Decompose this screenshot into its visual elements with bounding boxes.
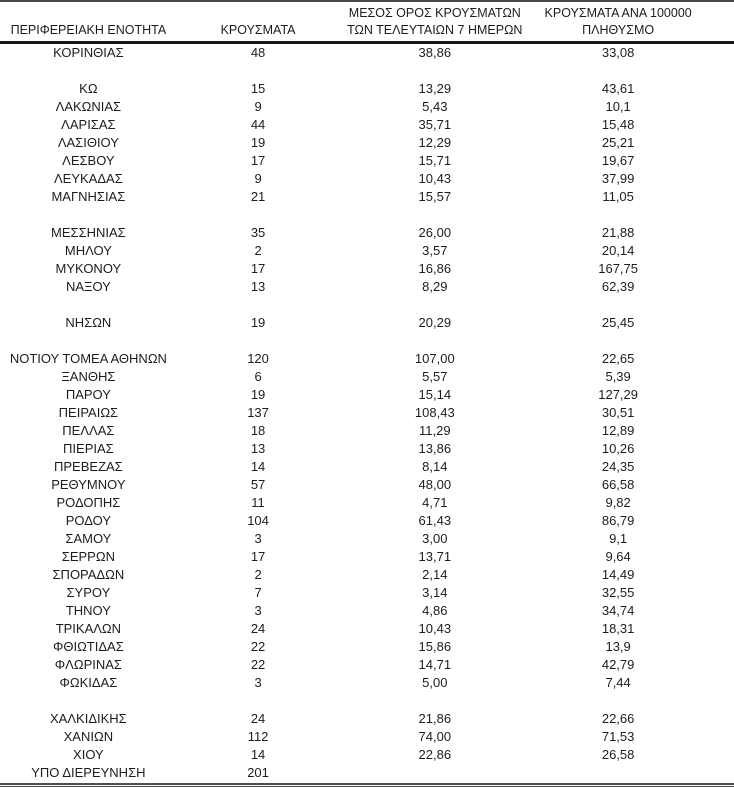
cell-region: ΣΕΡΡΩΝ	[61, 549, 115, 564]
cell-cases: 17	[250, 549, 266, 564]
cell-region: ΛΕΥΚΑΔΑΣ	[53, 171, 123, 186]
table-row	[0, 674, 734, 692]
cell-avg7: 15,57	[418, 189, 452, 204]
spacer-cell	[0, 332, 734, 350]
cell-cases: 201	[247, 765, 269, 780]
table-row	[0, 188, 734, 206]
cell-per100k: 33,08	[601, 45, 635, 60]
spacer-cell	[0, 206, 734, 224]
cell-cases: 11	[251, 495, 265, 510]
cell-per100k: 19,67	[601, 153, 635, 168]
cell-cases: 44	[250, 117, 266, 132]
cell-region: ΥΠΟ ΔΙΕΡΕΥΝΗΣΗ	[31, 765, 146, 780]
cell-cases: 3	[254, 603, 262, 618]
table-row	[0, 43, 734, 63]
cell-per100k: 127,29	[598, 387, 638, 402]
cell-per100k: 24,35	[601, 459, 635, 474]
cell-cases: 57	[250, 477, 266, 492]
cell-avg7: 5,43	[422, 99, 448, 114]
cell-avg7: 35,71	[418, 117, 452, 132]
table-row	[0, 530, 734, 548]
column-header-line: ΠΛΗΘΥΣΜΟ	[582, 23, 655, 37]
cell-region: ΠΑΡΟΥ	[65, 387, 111, 402]
cell-cases: 22	[250, 639, 266, 654]
cell-per100k: 20,14	[601, 243, 635, 258]
table-row	[0, 602, 734, 620]
cell-cases: 19	[250, 135, 266, 150]
cell-region: ΠΙΕΡΙΑΣ	[63, 441, 114, 456]
cell-per100k: 21,88	[601, 225, 635, 240]
cell-per100k: 9,82	[605, 495, 631, 510]
cell-cases: 120	[247, 351, 269, 366]
cell-avg7: 5,00	[422, 675, 448, 690]
cell-avg7: 10,43	[418, 171, 452, 186]
cell-avg7: 15,71	[418, 153, 452, 168]
cell-avg7: 12,29	[418, 135, 452, 150]
table-row	[0, 458, 734, 476]
cell-per100k: 86,79	[601, 513, 635, 528]
cell-avg7: 108,43	[414, 405, 455, 420]
table-row	[0, 656, 734, 674]
table-row	[0, 224, 734, 242]
cell-avg7: 8,14	[422, 459, 448, 474]
cell-per100k: 25,21	[601, 135, 635, 150]
cell-avg7: 2,14	[422, 567, 448, 582]
cell-cases: 14	[250, 459, 266, 474]
cell-avg7: 4,71	[422, 495, 448, 510]
cell-cases: 48	[250, 45, 266, 60]
table-row	[0, 620, 734, 638]
column-header-line: ΠΕΡΙΦΕΡΕΙΑΚΗ ΕΝΟΤΗΤΑ	[10, 23, 167, 37]
table-row	[0, 260, 734, 278]
column-header-cases	[177, 1, 340, 43]
table-row	[0, 152, 734, 170]
table-row	[0, 566, 734, 584]
spacer-row	[0, 332, 734, 350]
cell-cases: 24	[250, 711, 266, 726]
column-header-line: ΚΡΟΥΣΜΑΤΑ ΑΝΑ 100000	[544, 6, 692, 20]
table-row	[0, 422, 734, 440]
table-row	[0, 278, 734, 296]
cell-avg7: 5,57	[422, 369, 448, 384]
cell-region: ΝΑΞΟΥ	[65, 279, 111, 294]
cell-region: ΣΥΡΟΥ	[66, 585, 111, 600]
table-row	[0, 98, 734, 116]
cell-cases: 3	[254, 531, 262, 546]
cell-cases: 14	[250, 747, 266, 762]
cell-avg7: 48,00	[418, 477, 452, 492]
cell-avg7: 22,86	[418, 747, 452, 762]
cell-cases: 137	[247, 405, 269, 420]
table-row	[0, 584, 734, 602]
cell-per100k: 62,39	[601, 279, 635, 294]
cell-region: ΞΑΝΘΗΣ	[61, 369, 116, 384]
cell-region: ΛΑΡΙΣΑΣ	[61, 117, 116, 132]
cell-cases: 3	[254, 675, 262, 690]
cell-avg7: 3,57	[422, 243, 448, 258]
cell-cases: 15	[250, 81, 266, 96]
table-row	[0, 314, 734, 332]
cell-avg7: 11,29	[419, 423, 451, 438]
cell-region: ΧΑΛΚΙΔΙΚΗΣ	[50, 711, 127, 726]
cell-avg7: 20,29	[418, 315, 452, 330]
cell-cases: 13	[250, 279, 266, 294]
spacer-row	[0, 692, 734, 710]
cell-cases: 21	[250, 189, 266, 204]
column-header-avg7	[339, 1, 530, 43]
cell-per100k: 11,05	[602, 189, 634, 204]
spacer-row	[0, 62, 734, 80]
cell-avg7: 13,29	[418, 81, 452, 96]
cell-cases: 22	[250, 657, 266, 672]
cell-region: ΦΛΩΡΙΝΑΣ	[54, 657, 122, 672]
cell-region: ΣΑΜΟΥ	[65, 531, 112, 546]
cell-region: ΦΘΙΩΤΙΔΑΣ	[52, 639, 124, 654]
cell-per100k: 14,49	[601, 567, 635, 582]
cell-per100k: 25,45	[601, 315, 635, 330]
cell-cases: 112	[247, 729, 269, 744]
cell-avg7: 10,43	[418, 621, 452, 636]
table-row	[0, 494, 734, 512]
cell-region: ΝΟΤΙΟΥ ΤΟΜΕΑ ΑΘΗΝΩΝ	[9, 351, 167, 366]
spacer-cell	[0, 296, 734, 314]
cell-cases: 19	[250, 387, 266, 402]
cell-per100k: 66,58	[601, 477, 635, 492]
cell-cases: 19	[250, 315, 266, 330]
cell-per100k: 30,51	[601, 405, 635, 420]
cell-per100k: 10,1	[605, 99, 631, 114]
header-row	[0, 1, 734, 43]
cell-per100k: 18,31	[601, 621, 635, 636]
cell-region: ΜΥΚΟΝΟΥ	[55, 261, 122, 276]
table-row	[0, 512, 734, 530]
cell-avg7: 13,86	[418, 441, 452, 456]
cell-region: ΤΗΝΟΥ	[65, 603, 111, 618]
table-row	[0, 548, 734, 566]
cell-per100k: 26,58	[601, 747, 635, 762]
cell-per100k: 5,39	[605, 369, 631, 384]
cell-region: ΠΕΙΡΑΙΩΣ	[58, 405, 119, 420]
spacer-cell	[0, 692, 734, 710]
cell-region: ΛΕΣΒΟΥ	[62, 153, 115, 168]
cell-region: ΡΟΔΟΥ	[65, 513, 112, 528]
column-header-line: ΤΩΝ ΤΕΛΕΥΤΑΙΩΝ 7 ΗΜΕΡΩΝ	[347, 23, 523, 37]
cell-avg7: 38,86	[418, 45, 452, 60]
cell-region: ΡΕΘΥΜΝΟΥ	[51, 477, 126, 492]
table-row	[0, 386, 734, 404]
cell-per100k: 32,55	[601, 585, 635, 600]
cell-cases: 2	[254, 243, 262, 258]
cell-region: ΡΟΔΟΠΗΣ	[56, 495, 121, 510]
cell-cases: 24	[250, 621, 266, 636]
cell-region: ΜΕΣΣΗΝΙΑΣ	[51, 225, 126, 240]
cell-avg7: 74,00	[418, 729, 452, 744]
cell-per100k: 9,1	[609, 531, 628, 546]
cell-cases: 13	[250, 441, 266, 456]
cell-avg7: 61,43	[418, 513, 452, 528]
cell-avg7: 13,71	[418, 549, 452, 564]
cell-cases: 35	[250, 225, 266, 240]
bottom-double-rule	[0, 783, 734, 787]
cell-cases: 18	[250, 423, 266, 438]
cell-cases: 9	[254, 171, 262, 186]
table-row	[0, 350, 734, 368]
cell-avg7: 14,71	[418, 657, 452, 672]
cell-per100k: 9,64	[605, 549, 631, 564]
cell-cases: 6	[254, 369, 262, 384]
cell-avg7: 8,29	[422, 279, 448, 294]
table-row	[0, 368, 734, 386]
cell-avg7: 16,86	[418, 261, 452, 276]
cell-per100k: 34,74	[601, 603, 635, 618]
cell-per100k: 7,44	[605, 675, 631, 690]
cell-region: ΜΗΛΟΥ	[64, 243, 112, 258]
cell-per100k: 167,75	[598, 261, 638, 276]
spacer-cell	[0, 62, 734, 80]
cell-cases: 9	[254, 99, 262, 114]
table-body	[0, 43, 734, 783]
table-row	[0, 440, 734, 458]
table-row	[0, 746, 734, 764]
spacer-row	[0, 296, 734, 314]
table-header	[0, 1, 734, 43]
column-header-line: ΜΕΣΟΣ ΟΡΟΣ ΚΡΟΥΣΜΑΤΩΝ	[348, 6, 521, 20]
cell-cases: 17	[250, 261, 266, 276]
cell-per100k: 22,66	[601, 711, 635, 726]
cell-per100k	[530, 764, 734, 782]
cell-per100k: 22,65	[601, 351, 635, 366]
table-row	[0, 134, 734, 152]
column-header-line: ΚΡΟΥΣΜΑΤΑ	[220, 23, 296, 37]
cell-avg7: 26,00	[418, 225, 452, 240]
cell-cases: 2	[254, 567, 262, 582]
cell-region: ΚΟΡΙΝΘΙΑΣ	[53, 45, 124, 60]
cell-per100k: 12,89	[601, 423, 635, 438]
cell-region: ΛΑΚΩΝΙΑΣ	[55, 99, 122, 114]
cell-region: ΧΙΟΥ	[73, 747, 104, 762]
cell-cases: 17	[250, 153, 266, 168]
cell-avg7	[339, 764, 530, 782]
cell-cases: 7	[254, 585, 262, 600]
spacer-row	[0, 206, 734, 224]
column-header-per100k	[530, 1, 734, 43]
table-row	[0, 170, 734, 188]
cell-region: ΜΑΓΝΗΣΙΑΣ	[51, 189, 126, 204]
cell-per100k: 15,48	[601, 117, 635, 132]
cell-avg7: 4,86	[422, 603, 448, 618]
cell-per100k: 71,53	[601, 729, 635, 744]
cell-avg7: 3,14	[422, 585, 448, 600]
column-header-region	[0, 1, 177, 43]
cell-per100k: 37,99	[601, 171, 635, 186]
cell-avg7: 107,00	[414, 351, 455, 366]
cell-avg7: 15,14	[418, 387, 452, 402]
cell-avg7: 15,86	[418, 639, 452, 654]
cell-region: ΛΑΣΙΘΙΟΥ	[57, 135, 119, 150]
cell-region: ΦΩΚΙΔΑΣ	[59, 675, 118, 690]
cell-region: ΝΗΣΩΝ	[65, 315, 112, 330]
table-row	[0, 638, 734, 656]
cell-per100k: 10,26	[601, 441, 635, 456]
cell-per100k: 13,9	[605, 639, 631, 654]
table-row	[0, 242, 734, 260]
cell-cases: 104	[247, 513, 269, 528]
cell-region: ΚΩ	[79, 81, 98, 96]
table-row	[0, 80, 734, 98]
cell-region: ΠΕΛΛΑΣ	[62, 423, 115, 438]
cell-region: ΠΡΕΒΕΖΑΣ	[54, 459, 123, 474]
table-row	[0, 728, 734, 746]
table-row	[0, 116, 734, 134]
table-row	[0, 404, 734, 422]
cell-region: ΧΑΝΙΩΝ	[63, 729, 114, 744]
cell-region: ΣΠΟΡΑΔΩΝ	[52, 567, 125, 582]
cell-avg7: 21,86	[418, 711, 452, 726]
cell-avg7: 3,00	[422, 531, 448, 546]
cell-per100k: 42,79	[601, 657, 635, 672]
table-row	[0, 764, 734, 782]
table-row	[0, 710, 734, 728]
cell-per100k: 43,61	[601, 81, 635, 96]
table-row	[0, 476, 734, 494]
cell-region: ΤΡΙΚΑΛΩΝ	[55, 621, 122, 636]
